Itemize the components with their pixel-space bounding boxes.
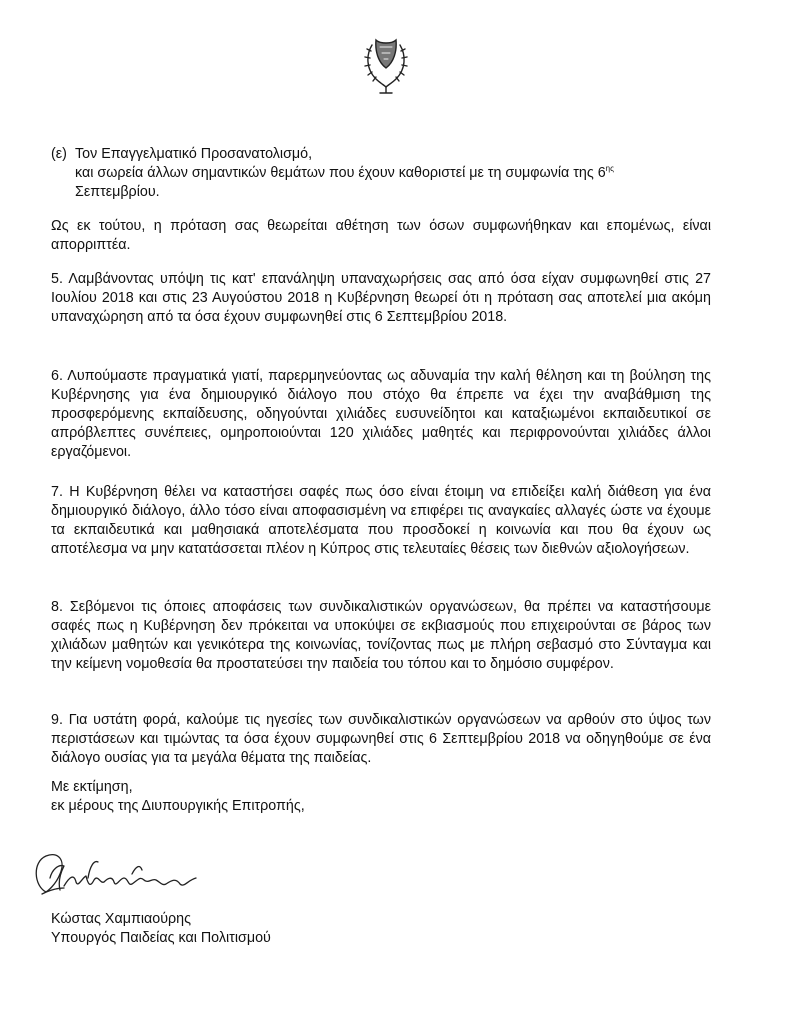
paragraph-7-text: 7. Η Κυβέρνηση θέλει να καταστήσει σαφές πως όσο είναι έτοιμη να επιδείξει καλή διάθεση για ένα δημιουργικό διάλογο, άλλο τόσο είναι αποφασισμένη να επιφέρει τις αναγκαίες αλλαγές ώστε να έχουμε τα εκπαιδευτικά και μαθησιακά αποτελέσματα που προσδοκεί η κοινωνία και που θα έχουν ως αποτέλεσμα να μην κατατάσσεται πλέον η Κύπρος στις τελευταίες θέσεις των διεθνών αξιολογήσεων. (51, 484, 711, 557)
paragraph-8-text: 8. Σεβόμενοι τις όποιες αποφάσεις των συνδικαλιστικών οργανώσεων, θα πρέπει να καταστήσουμε σαφές πως η Κυβέρνηση δεν πρόκειται να υποκύψει σε εκβιασμούς που επιχειρούνται σε βάρος των χιλιάδων μαθητών και γενικότερα της κοινωνίας, τονίζοντας πως με πλήρη σεβασμό στο Σύνταγμα και την κείμενη νομοθεσία θα προστατεύσει την παιδεία του τόπου και το δημόσιο συμφέρον. (51, 599, 711, 672)
item-e-line1: Τον Επαγγελματικό Προσανατολισμό, (75, 146, 313, 162)
paragraph-6-text: 6. Λυπούμαστε πραγματικά γιατί, παρερμηνεύοντας ως αδυναμία την καλή θέληση και τη βούληση της Κυβέρνησης για ένα δημιουργικό διάλογο που στόχο θα έπρεπε να έχει την αναβάθμιση της προσφερόμενης εκπαίδευσης, οδηγούνται χιλιάδες ευσυνείδητοι και καταξιωμένοι εκπαιδευτικοί σε απρόβλεπτες συνέπειες, ομηροποιούνται 120 χιλιάδες μαθητές και περιφρονούνται χιλιάδες άλλοι εργαζόμενοι. (51, 368, 711, 460)
item-e-line3: Σεπτεμβρίου. (75, 184, 160, 200)
signature-image (28, 848, 208, 908)
paragraph-7 (51, 483, 711, 559)
signer-name: Κώστας Χαμπιαούρης (51, 911, 192, 927)
item-e-line2 (75, 164, 711, 183)
item-e (51, 145, 711, 202)
signer-title: Υπουργός Παιδείας και Πολιτισμού (51, 930, 271, 946)
paragraph-9 (51, 711, 711, 768)
closing-line1: Με εκτίμηση, (51, 779, 133, 795)
coat-of-arms-icon (358, 35, 414, 99)
item-e-line2-text: και σωρεία άλλων σημαντικών θεμάτων που έχουν καθοριστεί με τη συμφωνία της 6 (75, 165, 606, 181)
paragraph-5 (51, 270, 711, 327)
paragraph-8 (51, 598, 711, 674)
paragraph-conclusion-text: Ως εκ τούτου, η πρόταση σας θεωρείται αθέτηση των όσων συμφωνήθηκαν και επομένως, είναι απορριπτέα. (51, 218, 711, 253)
closing (51, 778, 711, 816)
paragraph-6 (51, 367, 711, 462)
paragraph-5-text: 5. Λαμβάνοντας υπόψη τις κατ' επανάληψη υπαναχωρήσεις σας από όσα είχαν συμφωνηθεί στις 27 Ιουλίου 2018 και στις 23 Αυγούστου 2018 η Κυβέρνηση θεωρεί ότι η πρόταση σας αποτελεί μια ακόμη υπαναχώρηση από τα όσα έχουν συμφωνηθεί στις 6 Σεπτεμβρίου 2018. (51, 271, 711, 325)
item-e-label: (ε) (51, 146, 67, 162)
signer (51, 910, 711, 948)
closing-line2: εκ μέρους της Διυπουργικής Επιτροπής, (51, 798, 305, 814)
item-e-line2-superscript: ης (605, 164, 614, 173)
paragraph-conclusion (51, 217, 711, 255)
paragraph-9-text: 9. Για υστάτη φορά, καλούμε τις ηγεσίες των συνδικαλιστικών οργανώσεων να αρθούν στο ύψος των περιστάσεων και τιμώντας τα όσα έχουν συμφωνηθεί στις 6 Σεπτεμβρίου 2018 να οδηγηθούμε σε ένα διάλογο ουσίας για τα μεγάλα θέματα της παιδείας. (51, 712, 711, 766)
